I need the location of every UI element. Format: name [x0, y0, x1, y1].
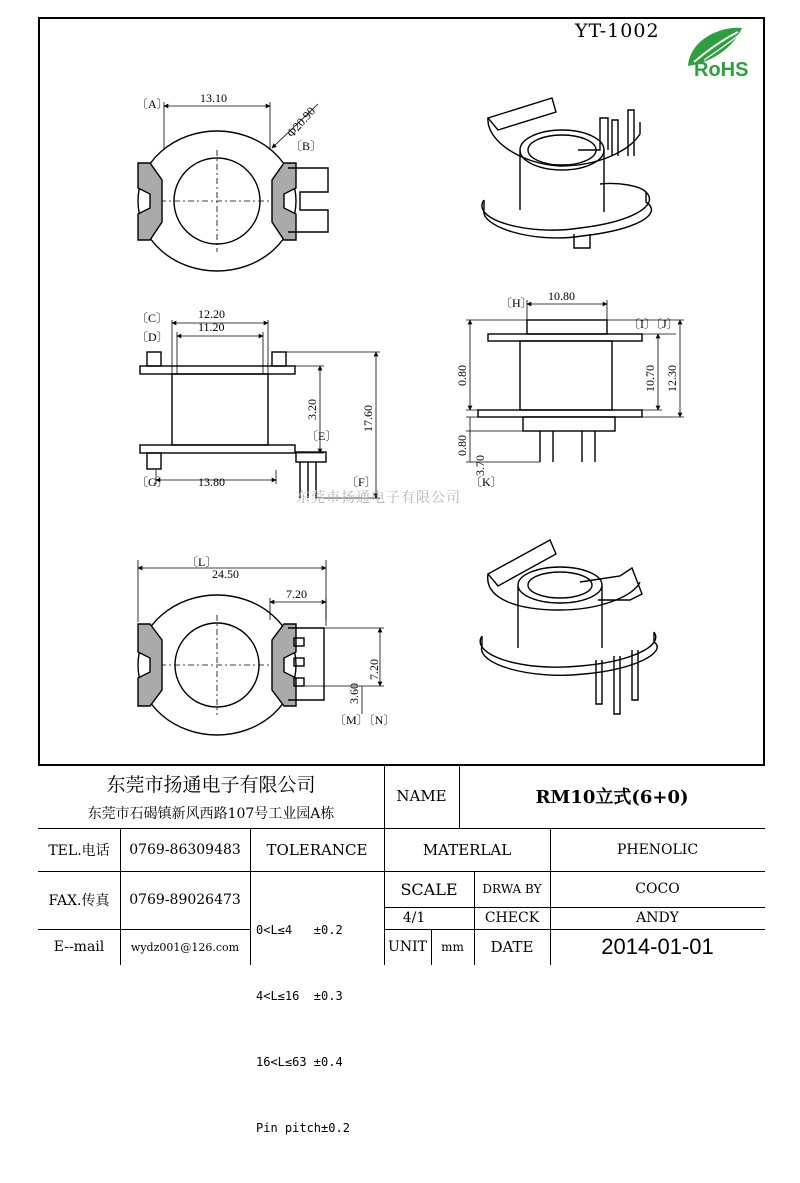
name-label: NAME [396, 787, 447, 805]
dim-080a: 0.80 [455, 365, 469, 386]
dim-h: 10.80 [548, 289, 575, 303]
scale-label: SCALE [400, 879, 458, 899]
ref-h: 〔H〕 [500, 296, 533, 310]
ref-k: 〔K〕 [470, 475, 503, 489]
tolerance-line-3: 16<L≤63 ±0.4 [256, 1055, 343, 1069]
check-label: CHECK [484, 910, 540, 926]
dim-080b: 0.80 [455, 435, 469, 456]
ref-e: 〔E〕 [306, 429, 338, 443]
ref-f: 〔F〕 [346, 475, 377, 489]
dim-320: 3.20 [305, 399, 319, 420]
ref-d: 〔D〕 [136, 330, 169, 344]
title-block [38, 764, 765, 1135]
name-value: RM10立式(6+0) [535, 787, 689, 808]
dim-370: 3.70 [473, 455, 487, 476]
ref-ij: 〔I〕〔J〕 [628, 317, 679, 331]
dim-a: 13.10 [200, 91, 227, 105]
ref-b: 〔B〕 [290, 139, 323, 153]
front-view [140, 320, 380, 498]
tel-value: 0769-86309483 [129, 842, 241, 858]
dim-c: 12.20 [198, 307, 225, 321]
unit-value: mm [441, 940, 464, 954]
ref-a: 〔A〕 [136, 97, 169, 111]
isometric-bottom-view [480, 540, 657, 714]
date-value: 2014-01-01 [601, 934, 714, 959]
ref-l: 〔L〕 [186, 555, 218, 569]
dim-d: 11.20 [198, 320, 225, 334]
drwa-label: DRWA BY [482, 881, 542, 896]
dim-l: 24.50 [212, 567, 239, 581]
bottom-view [138, 560, 384, 735]
company-address: 东莞市石碣镇新风西路107号工业园A栋 [87, 806, 335, 822]
dim-g: 13.80 [198, 475, 225, 489]
isometric-top-view [482, 98, 652, 248]
tolerance-line-4: Pin pitch±0.2 [256, 1121, 350, 1135]
material-value: PHENOLIC [616, 842, 699, 858]
dim-diameter: Φ20.90 [283, 104, 319, 141]
dim-1760: 17.60 [361, 405, 375, 432]
company-name: 东莞市扬通电子有限公司 [106, 773, 316, 796]
date-label: DATE [490, 938, 534, 956]
email-label: E--mail [53, 939, 105, 955]
dim-1230: 12.30 [665, 365, 679, 392]
fax-label: FAX.传真 [48, 893, 110, 909]
dim-720b: 7.20 [367, 659, 381, 680]
ref-mn: 〔M〕〔N〕 [334, 713, 396, 727]
tolerance-line-2: 4<L≤16 ±0.3 [256, 989, 343, 1003]
fax-value: 0769-89026473 [129, 892, 241, 908]
drwa-value: COCO [635, 881, 680, 897]
tolerance-line-1: 0<L≤4 ±0.2 [256, 923, 343, 937]
tolerance-lines [256, 875, 382, 1183]
scale-value: 4/1 [402, 910, 426, 926]
ref-c: 〔C〕 [136, 311, 169, 325]
email-value: wydz001@126.com [130, 940, 240, 954]
material-label: MATERLAL [422, 841, 512, 859]
dim-1070: 10.70 [643, 365, 657, 392]
unit-label: UNIT [388, 939, 427, 955]
model-code: YT-1002 [575, 20, 660, 42]
side-view-labels [455, 289, 679, 489]
watermark: 东莞市扬通电子有限公司 [296, 490, 461, 506]
tolerance-label: TOLERANCE [266, 841, 368, 859]
ref-g: 〔G〕 [136, 475, 169, 489]
svg-text:RoHS: RoHS [694, 59, 749, 80]
dim-720a: 7.20 [286, 587, 307, 601]
tel-label: TEL.电话 [48, 843, 110, 859]
dim-360: 3.60 [347, 683, 361, 704]
check-value: ANDY [636, 910, 679, 926]
